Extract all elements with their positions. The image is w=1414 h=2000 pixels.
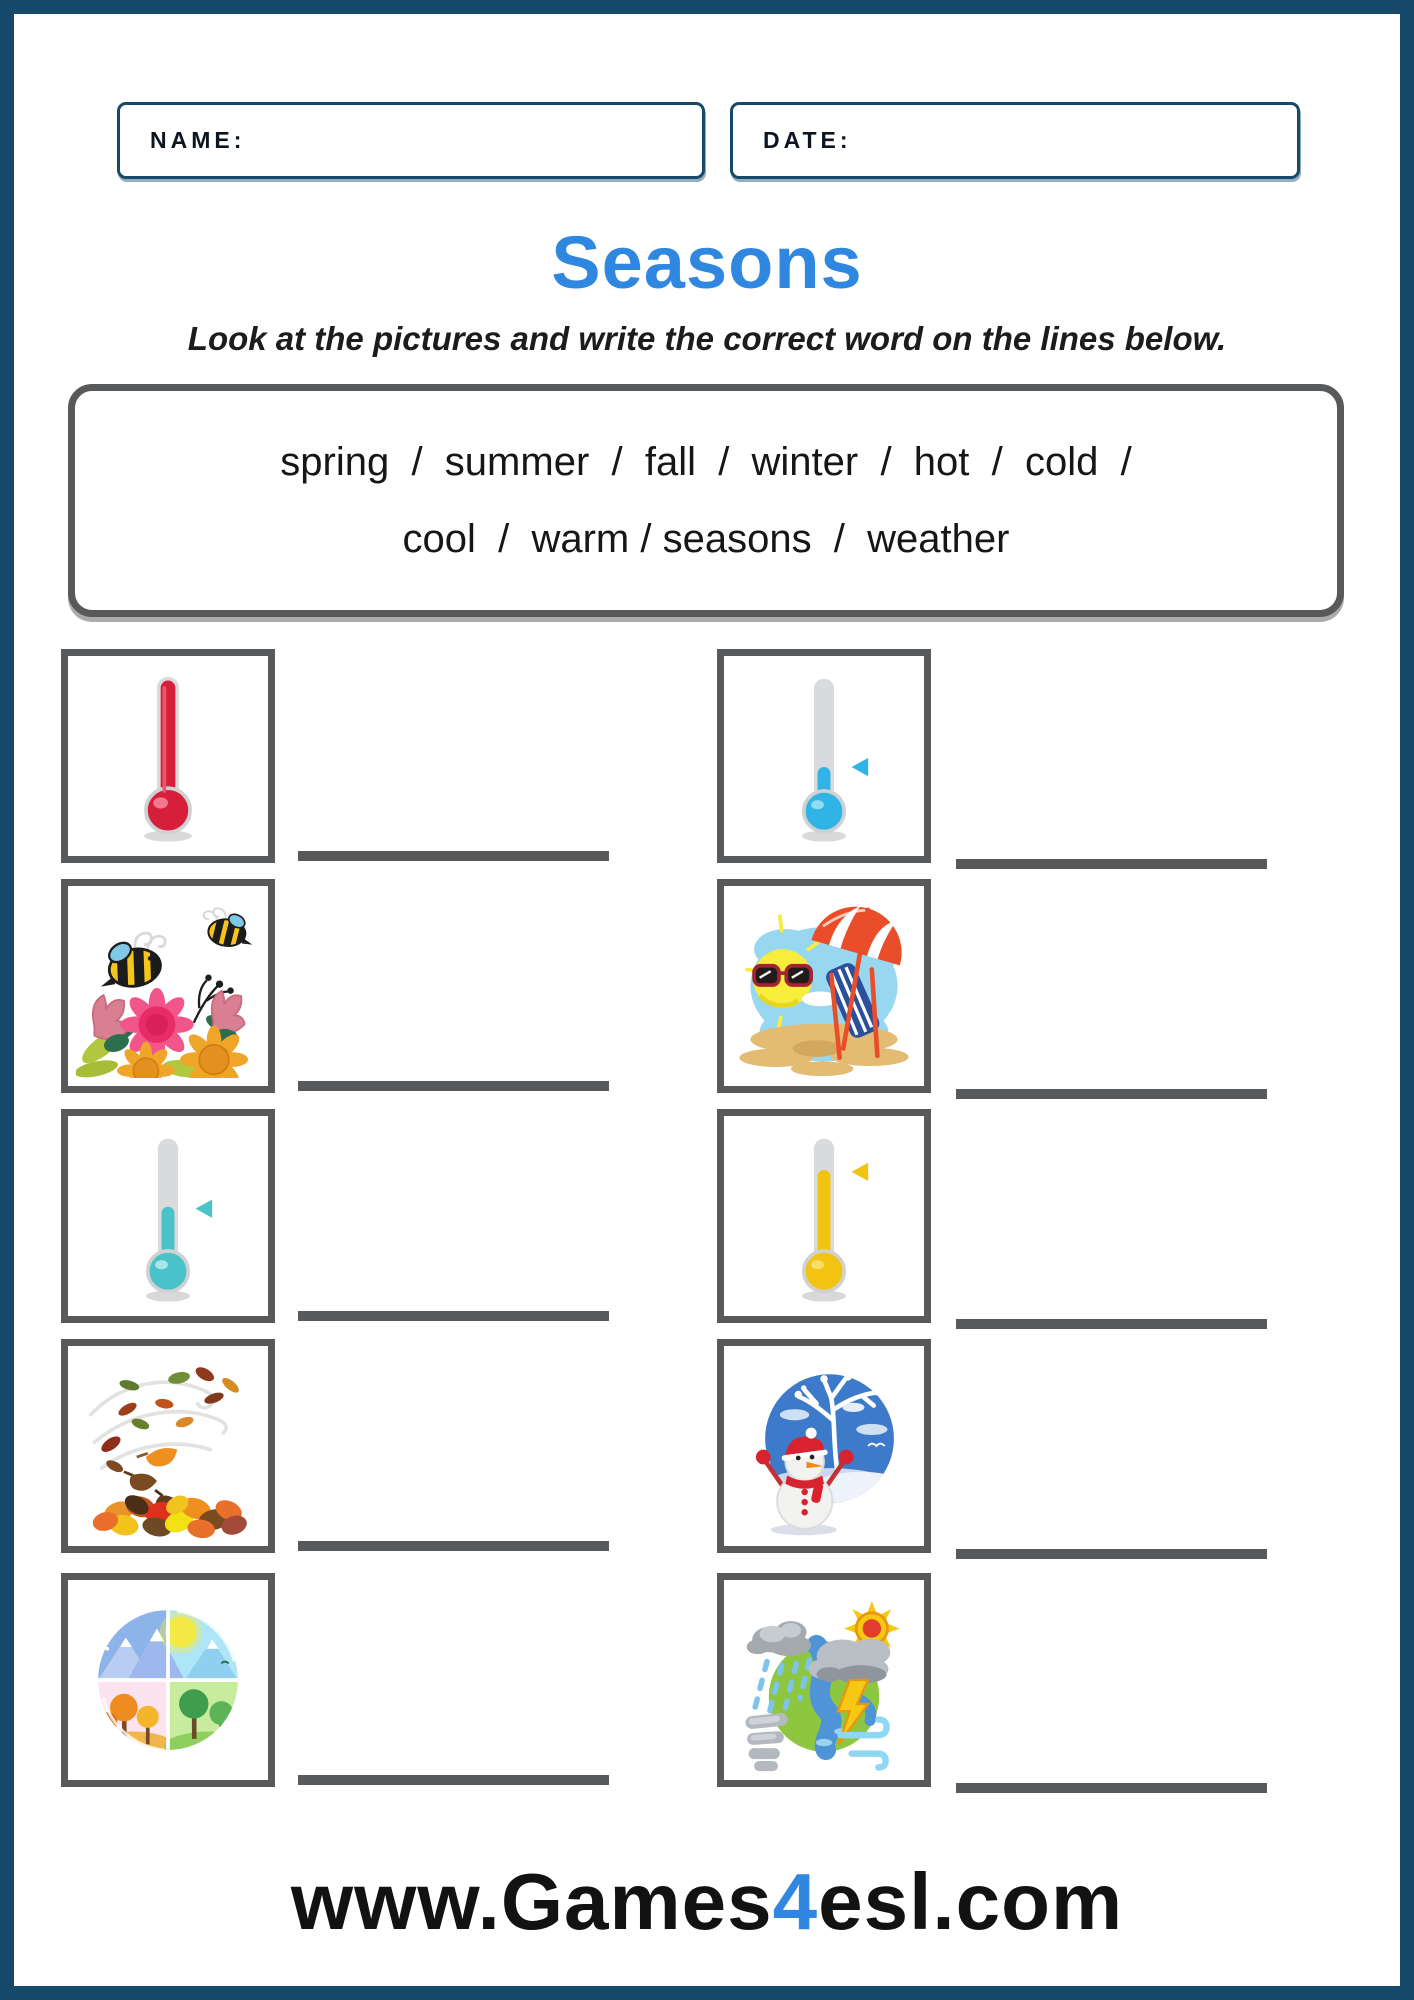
bee-large-icon: [93, 930, 173, 999]
word-bank-line-1: spring / summer / fall / winter / hot / cold /: [280, 439, 1132, 484]
image-box-fall: [61, 1339, 275, 1553]
image-box-summer: [717, 879, 931, 1093]
image-box-hot-thermometer: [61, 649, 275, 863]
answer-line-row3-left[interactable]: [298, 1311, 609, 1321]
four-seasons-circle-icon: [76, 1588, 260, 1772]
date-label: DATE:: [763, 127, 852, 153]
image-box-cold-thermometer: [717, 649, 931, 863]
level-arrow: [852, 1163, 869, 1181]
level-arrow: [196, 1199, 213, 1217]
warm-thermometer-icon: [732, 1124, 916, 1308]
footer-url-prefix: www.Games: [290, 1857, 773, 1946]
answer-line-row3-right[interactable]: [956, 1319, 1267, 1329]
image-box-warm-thermometer: [717, 1109, 931, 1323]
cool-thermometer-icon: [76, 1124, 260, 1308]
image-box-spring: [61, 879, 275, 1093]
level-arrow: [852, 758, 869, 776]
name-label: NAME:: [150, 127, 246, 153]
answer-line-row5-left[interactable]: [298, 1775, 609, 1785]
spring-bees-flowers-icon: [76, 894, 260, 1078]
four-season-quadrants: [87, 1610, 256, 1761]
summer-beach-icon: [732, 894, 916, 1078]
footer-url-accent-4: 4: [772, 1857, 819, 1946]
word-bank: [68, 384, 1344, 617]
answer-line-row2-left[interactable]: [298, 1081, 609, 1091]
instruction-text: Look at the pictures and write the correct word on the lines below.: [187, 320, 1227, 357]
page-title: Seasons: [551, 221, 863, 304]
image-box-seasons: [61, 1573, 275, 1787]
answer-line-row4-right[interactable]: [956, 1549, 1267, 1559]
answer-line-row4-left[interactable]: [298, 1541, 609, 1551]
answer-line-row1-left[interactable]: [298, 851, 609, 861]
answer-line-row2-right[interactable]: [956, 1089, 1267, 1099]
name-field[interactable]: [117, 102, 705, 179]
winter-snowman-icon: [732, 1354, 916, 1538]
sunflower-small: [117, 1042, 175, 1078]
image-box-weather: [717, 1573, 931, 1787]
image-box-winter: [717, 1339, 931, 1553]
answer-line-row5-right[interactable]: [956, 1783, 1267, 1793]
fall-leaves-icon: [76, 1354, 260, 1538]
word-bank-line-2: cool / warm / seasons / weather: [402, 516, 1010, 561]
image-box-cool-thermometer: [61, 1109, 275, 1323]
bee-small-icon: [200, 907, 255, 954]
weather-earth-icon: [732, 1588, 916, 1772]
footer-url-suffix: esl.com: [818, 1857, 1124, 1946]
hot-thermometer-icon: [76, 664, 260, 848]
footer-url: [0, 1856, 1414, 1948]
date-field[interactable]: [730, 102, 1300, 179]
cold-thermometer-icon: [732, 664, 916, 848]
answer-line-row1-right[interactable]: [956, 859, 1267, 869]
